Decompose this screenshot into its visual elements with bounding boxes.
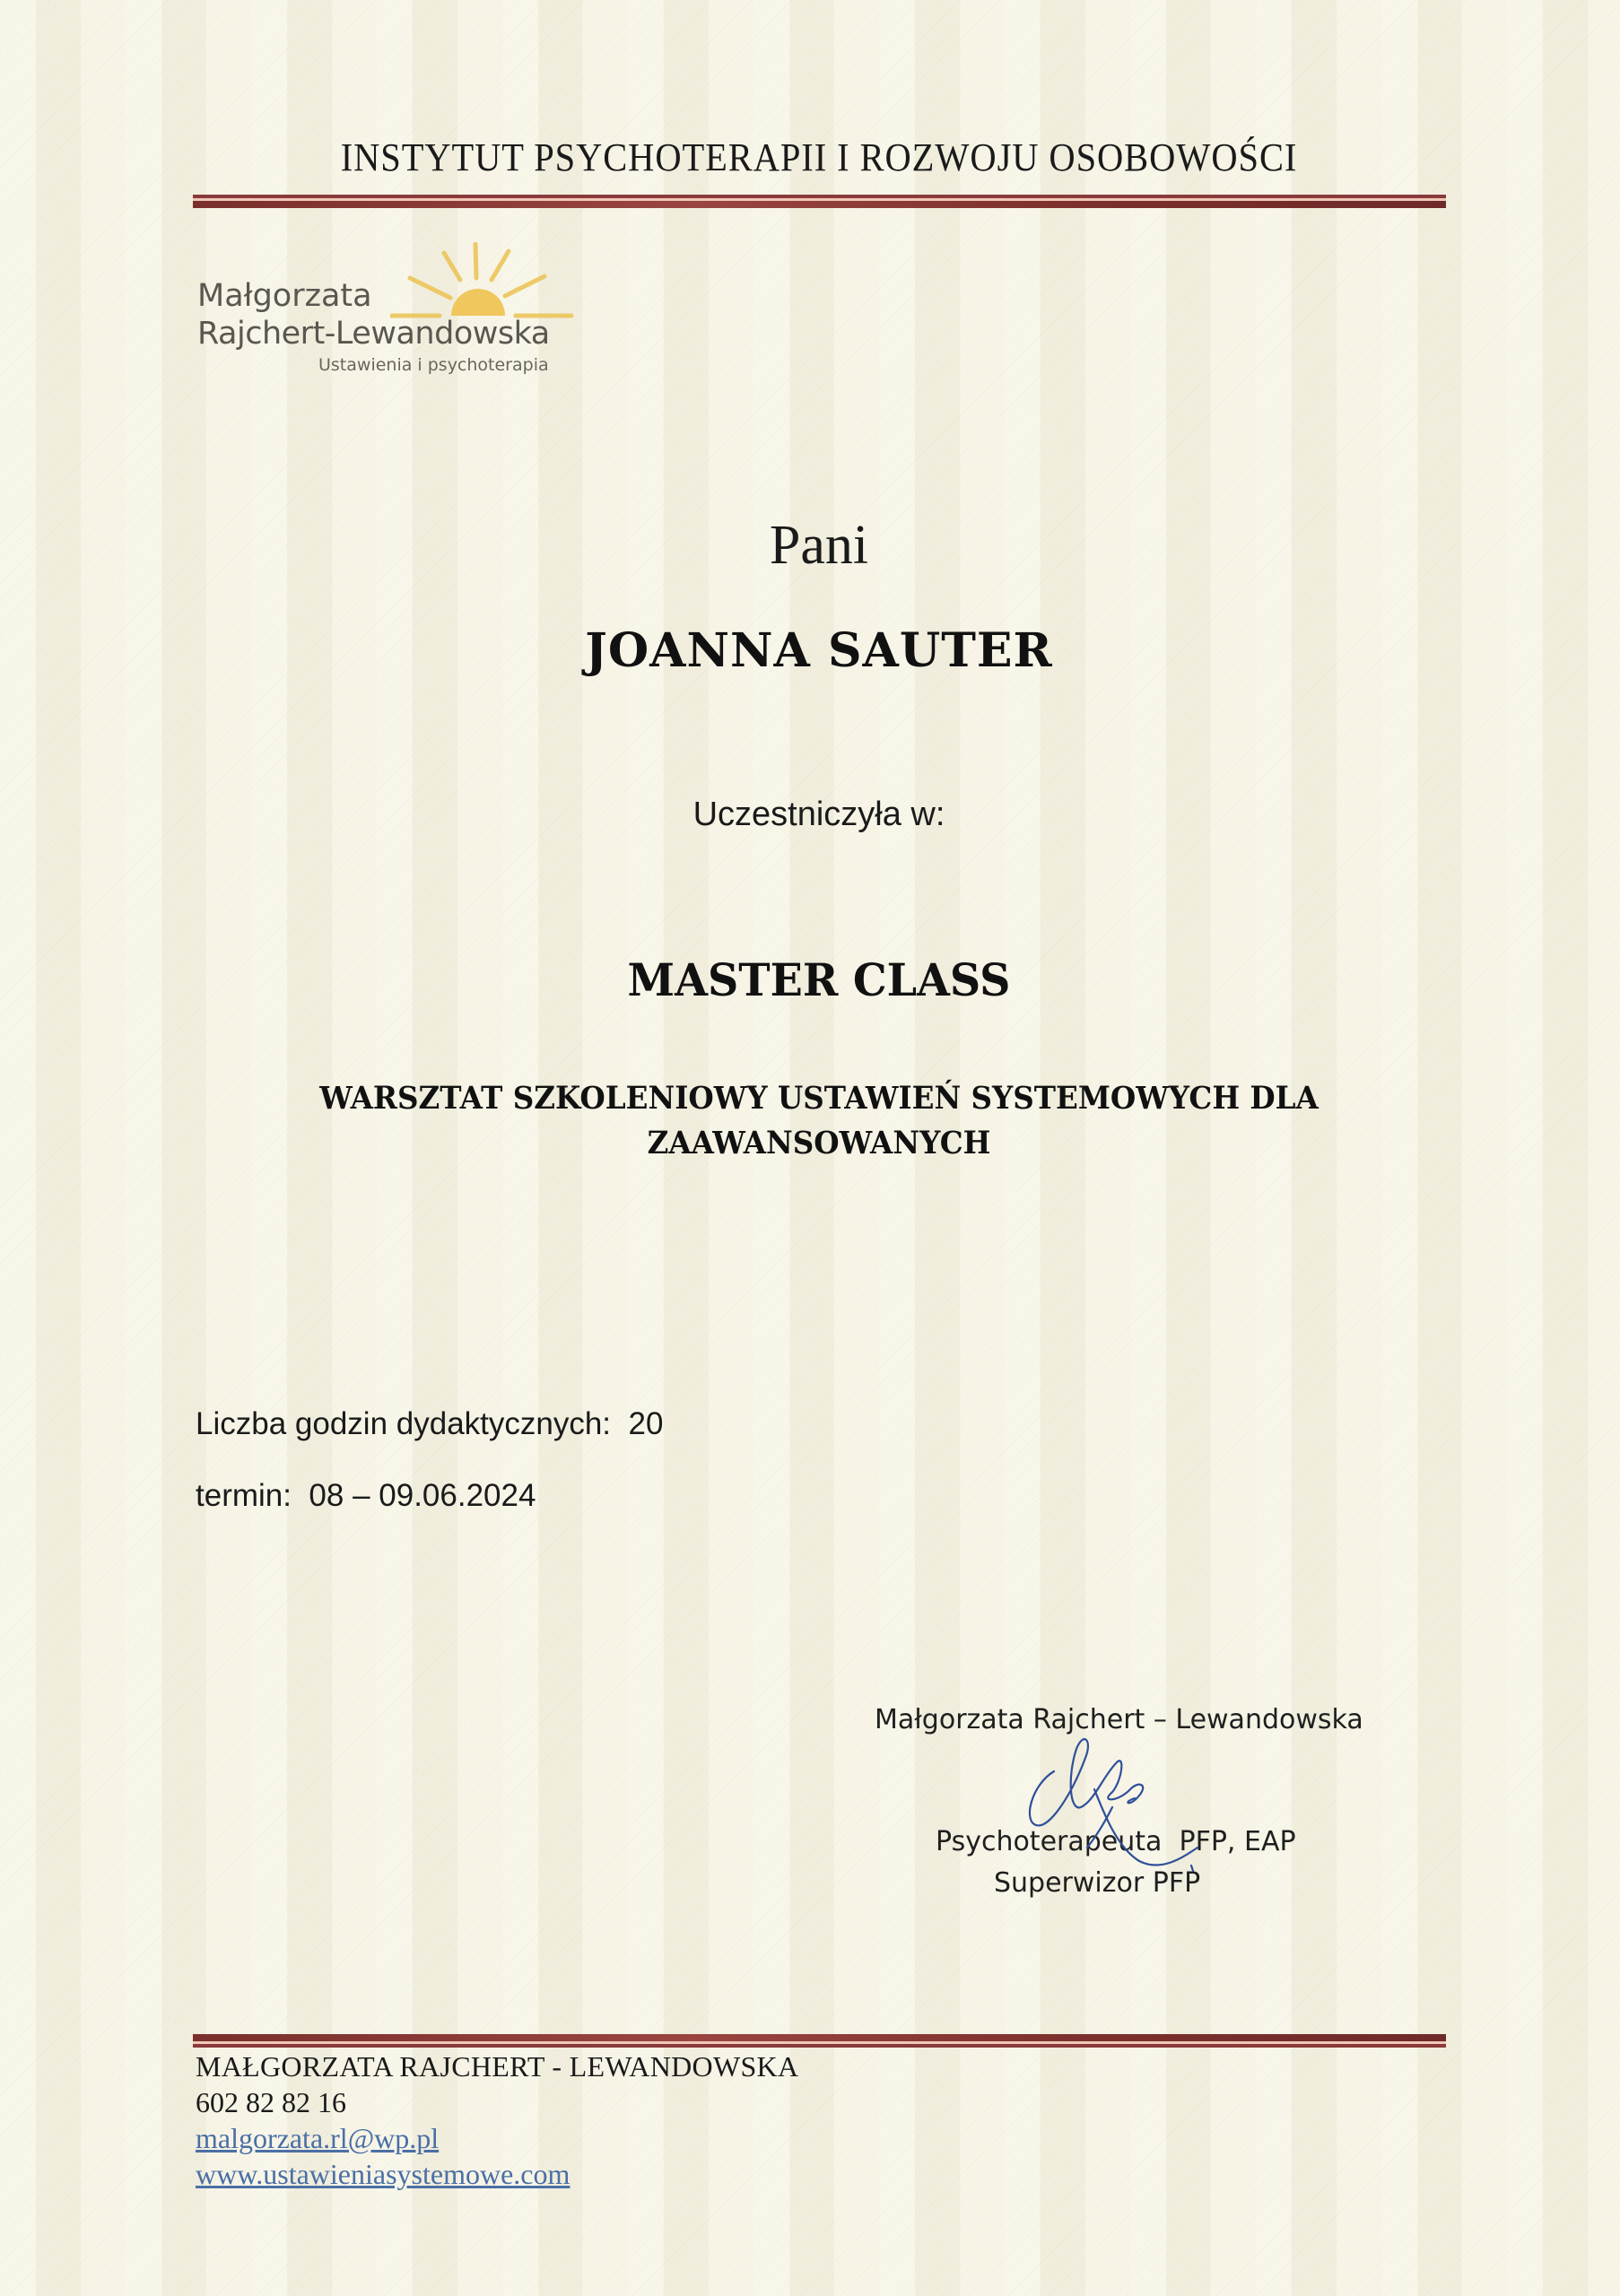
header-divider — [193, 195, 1446, 208]
logo-tagline: Ustawienia i psychoterapia — [318, 355, 549, 375]
footer-website-link[interactable]: www.ustawieniasystemowe.com — [196, 2158, 570, 2190]
footer-email-link[interactable]: malgorzata.rl@wp.pl — [196, 2122, 440, 2154]
dates-row — [196, 1478, 536, 1514]
institute-title: INSTYTUT PSYCHOTERAPII I ROZWOJU OSOBOWOŚCI — [340, 135, 1298, 179]
signatory-name: Małgorzata Rajchert – Lewandowska — [875, 1704, 1363, 1735]
recipient-name: JOANNA SAUTER — [585, 623, 1053, 678]
course-title: MASTER CLASS — [627, 953, 1011, 1006]
dates-label: termin: — [196, 1478, 292, 1513]
footer-phone: 602 82 82 16 — [196, 2086, 346, 2118]
course-subtitle: WARSZTAT SZKOLENIOWY USTAWIEŃ SYSTEMOWYCH DLA ZAAWANSOWANYCH — [319, 1080, 1319, 1161]
signatory-supervisor: Superwizor PFP — [994, 1867, 1201, 1899]
signatory-title: Psychoterapeuta PFP, EAP — [936, 1826, 1296, 1857]
logo-name-last: Rajchert-Lewandowska — [197, 316, 550, 352]
logo — [197, 242, 574, 386]
signature-icon — [1005, 1722, 1220, 1879]
footer-divider — [193, 2034, 1446, 2048]
dates-value: 08 – 09.06.2024 — [309, 1478, 536, 1513]
sun-icon — [390, 242, 574, 323]
logo-name-first: Małgorzata — [197, 278, 372, 314]
hours-label: Liczba godzin dydaktycznych: — [196, 1406, 612, 1441]
participated-label: Uczestniczyła w: — [692, 796, 945, 833]
salutation: Pani — [769, 515, 869, 576]
hours-row — [196, 1406, 663, 1442]
footer-name: MAŁGORZATA RAJCHERT - LEWANDOWSKA — [196, 2050, 799, 2083]
hours-value: 20 — [628, 1406, 664, 1441]
